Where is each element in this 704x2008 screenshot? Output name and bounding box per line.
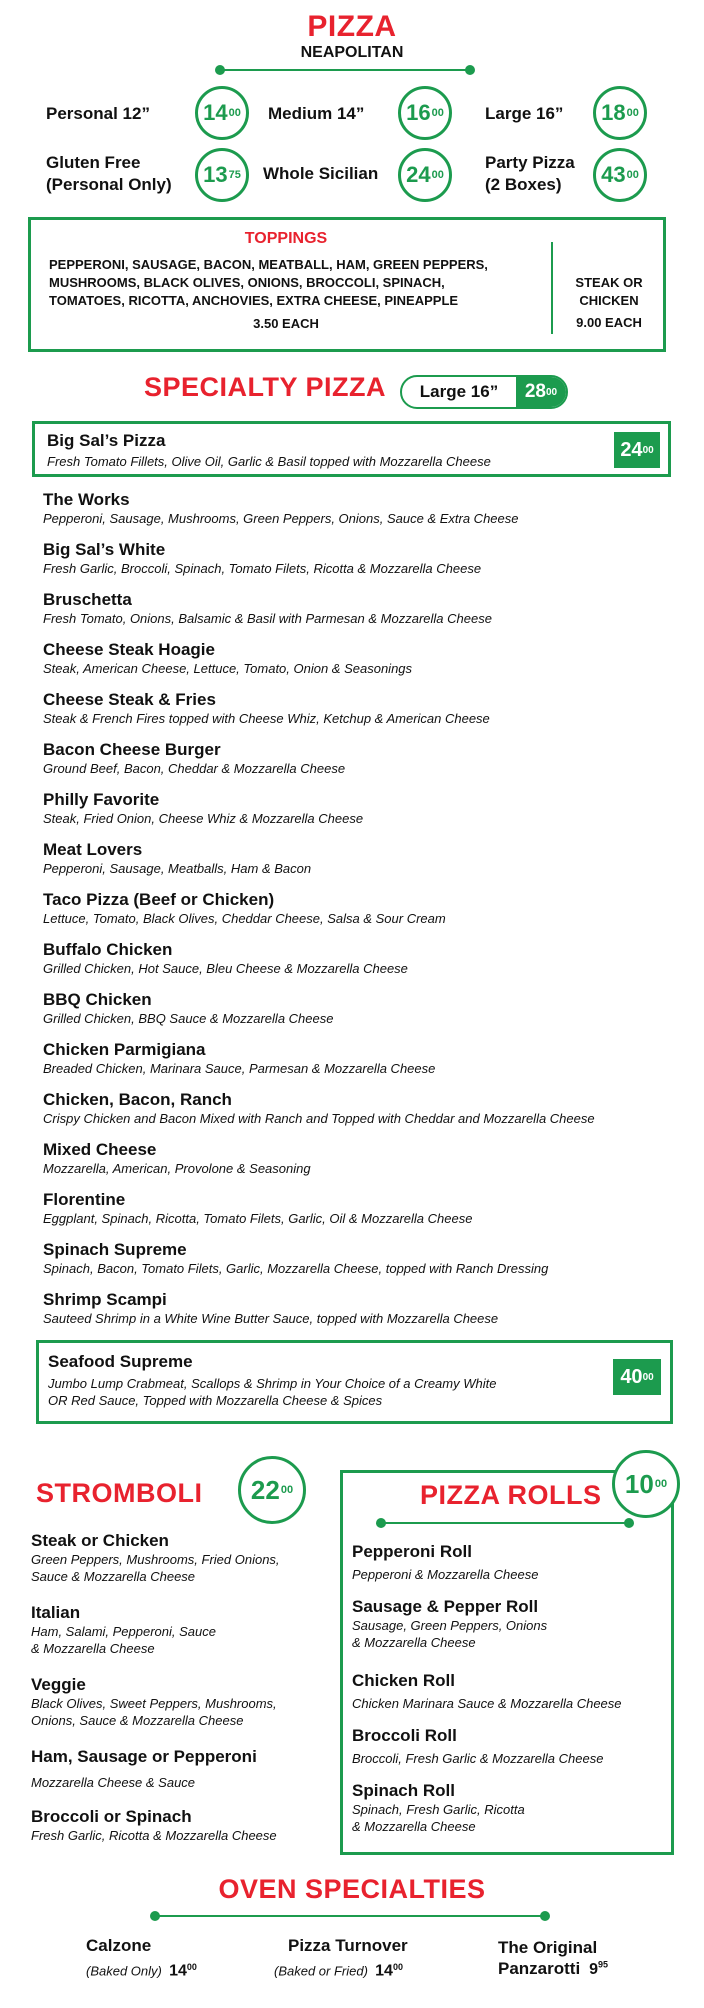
size-medium-price: 16 00	[398, 86, 452, 140]
size-large-price: 18 00	[593, 86, 647, 140]
pizza-subtitle: NEAPOLITAN	[300, 44, 404, 61]
specialty-item: BBQ Chicken Grilled Chicken, BBQ Sauce & Mozzarella Cheese	[43, 990, 334, 1026]
toppings-title: TOPPINGS	[244, 230, 328, 247]
pizza-title: PIZZA	[307, 10, 397, 43]
specialty-list	[43, 489, 683, 1339]
stromboli-title: STROMBOLI	[36, 1478, 203, 1508]
seafood-supreme-desc: Jumbo Lump Crabmeat, Scallops & Shrimp in Your Choice of a Creamy White OR Red Sauce, Topped with Mozzarella Cheese & Spices	[48, 1376, 497, 1408]
specialty-item: Florentine Eggplant, Spinach, Ricotta, Tomato Filets, Garlic, Oil & Mozzarella Cheese	[43, 1190, 473, 1226]
toppings-list: PEPPERONI, SAUSAGE, BACON, MEATBALL, HAM, GREEN PEPPERS, MUSHROOMS, BLACK OLIVES, ONIONS, BROCCOLI, SPINACH, TOMATOES, RICOTTA, ANCHOVIES, EXTRA CHEESE, PINEAPPLE	[49, 257, 488, 308]
steak-chicken-topping: STEAK OR CHICKEN 9.00 EACH	[575, 275, 643, 330]
stromboli-item: Steak or Chicken Green Peppers, Mushrooms, Fried Onions, Sauce & Mozzarella Cheese	[31, 1531, 280, 1584]
stromboli-list	[31, 1530, 331, 1856]
roll-item: Chicken Roll Chicken Marinara Sauce & Mozzarella Cheese	[352, 1671, 622, 1711]
specialty-item: Cheese Steak & Fries Steak & French Fires topped with Cheese Whiz, Ketchup & American Cheese	[43, 690, 490, 726]
specialty-size-price: 28 00	[516, 377, 566, 407]
oven-title: OVEN SPECIALTIES	[218, 1874, 486, 1904]
oven-item-calzone: Calzone (Baked Only) $14^{00}$	[86, 1936, 197, 1980]
seafood-supreme-name: Seafood Supreme	[48, 1352, 193, 1371]
oven-item-panzarotti: The Original Panzarotti $9^{95}$	[498, 1938, 608, 1978]
roll-item: Sausage & Pepper Roll Sausage, Green Peppers, Onions & Mozzarella Cheese	[352, 1597, 548, 1650]
roll-item: Pepperoni Roll Pepperoni & Mozzarella Cheese	[352, 1542, 539, 1582]
oven-divider	[150, 1911, 550, 1921]
size-sicilian-label: Whole Sicilian	[263, 164, 379, 183]
specialty-title: SPECIALTY PIZZA	[144, 372, 387, 402]
specialty-item: Taco Pizza (Beef or Chicken) Lettuce, Tomato, Black Olives, Cheddar Cheese, Salsa & Sour Cream	[43, 890, 446, 926]
specialty-item: Chicken, Bacon, Ranch Crispy Chicken and Bacon Mixed with Ranch and Topped with Cheddar and Mozzarella Cheese	[43, 1090, 595, 1126]
size-gluten-free-label: Gluten Free (Personal Only)	[46, 153, 172, 194]
size-personal-price: 14 00	[195, 86, 249, 140]
roll-item: Spinach Roll Spinach, Fresh Garlic, Ricotta & Mozzarella Cheese	[352, 1781, 525, 1834]
pizza-rolls-divider	[376, 1518, 634, 1528]
pizza-rolls-title: PIZZA ROLLS	[420, 1480, 602, 1510]
specialty-item: Chicken Parmigiana Breaded Chicken, Marinara Sauce, Parmesan & Mozzarella Cheese	[43, 1040, 436, 1076]
specialty-item: Cheese Steak Hoagie Steak, American Cheese, Lettuce, Tomato, Onion & Seasonings	[43, 640, 413, 676]
seafood-supreme-box	[36, 1340, 673, 1424]
toppings-price: 3.50 EACH	[253, 316, 319, 331]
specialty-item: Big Sal’s White Fresh Garlic, Broccoli, Spinach, Tomato Filets, Ricotta & Mozzarella Cheese	[43, 540, 482, 576]
specialty-item: Meat Lovers Pepperoni, Sausage, Meatballs, Ham & Bacon	[43, 840, 312, 876]
featured-pizza-price: 24 00	[614, 432, 660, 468]
size-personal-label: Personal 12”	[46, 104, 150, 123]
seafood-supreme-price: 40 00	[613, 1359, 661, 1395]
featured-pizza-name: Big Sal’s Pizza	[47, 431, 166, 450]
size-large-label: Large 16”	[485, 104, 564, 123]
specialty-item: Buffalo Chicken Grilled Chicken, Hot Sauce, Bleu Cheese & Mozzarella Cheese	[43, 940, 408, 976]
toppings-box	[28, 217, 666, 352]
size-gluten-free-price: 13 75	[195, 148, 249, 202]
specialty-item: Shrimp Scampi Sauteed Shrimp in a White Wine Butter Sauce, topped with Mozzarella Cheese	[43, 1290, 499, 1326]
specialty-item: Bruschetta Fresh Tomato, Onions, Balsamic & Basil with Parmesan & Mozzarella Cheese	[43, 590, 492, 626]
pizza-divider	[215, 65, 475, 75]
stromboli-item: Ham, Sausage or Pepperoni Mozzarella Cheese & Sauce	[31, 1747, 257, 1790]
size-party-label: Party Pizza (2 Boxes)	[485, 153, 575, 194]
toppings-divider	[551, 242, 553, 334]
stromboli-price: 22 00	[238, 1456, 306, 1524]
specialty-item: Bacon Cheese Burger Ground Beef, Bacon, Cheddar & Mozzarella Cheese	[43, 740, 346, 776]
stromboli-item: Broccoli or Spinach Fresh Garlic, Ricotta & Mozzarella Cheese	[31, 1807, 277, 1843]
roll-item: Broccoli Roll Broccoli, Fresh Garlic & Mozzarella Cheese	[352, 1726, 604, 1766]
size-party-price: 43 00	[593, 148, 647, 202]
featured-pizza-desc: Fresh Tomato Fillets, Olive Oil, Garlic & Basil topped with Mozzarella Cheese	[47, 454, 491, 469]
specialty-item: Spinach Supreme Spinach, Bacon, Tomato Filets, Garlic, Mozzarella Cheese, topped with Ranch Dressing	[43, 1240, 549, 1276]
specialty-item: The Works Pepperoni, Sausage, Mushrooms, Green Peppers, Onions, Sauce & Extra Cheese	[43, 490, 519, 526]
pizza-rolls-price: 10 00	[612, 1450, 680, 1518]
specialty-item: Philly Favorite Steak, Fried Onion, Cheese Whiz & Mozzarella Cheese	[43, 790, 364, 826]
specialty-size-pill	[400, 375, 568, 409]
size-sicilian-price: 24 00	[398, 148, 452, 202]
size-medium-label: Medium 14”	[268, 104, 365, 123]
oven-item-turnover: Pizza Turnover (Baked or Fried) $14^{00}$	[274, 1936, 408, 1980]
specialty-size-label: Large 16”	[419, 382, 499, 401]
featured-pizza-box	[32, 421, 671, 477]
stromboli-item: Veggie Black Olives, Sweet Peppers, Mushrooms, Onions, Sauce & Mozzarella Cheese	[31, 1675, 277, 1728]
specialty-item: Mixed Cheese Mozzarella, American, Provolone & Seasoning	[43, 1140, 311, 1176]
stromboli-item: Italian Ham, Salami, Pepperoni, Sauce & Mozzarella Cheese	[31, 1603, 216, 1656]
pizza-rolls-list	[352, 1541, 670, 1854]
